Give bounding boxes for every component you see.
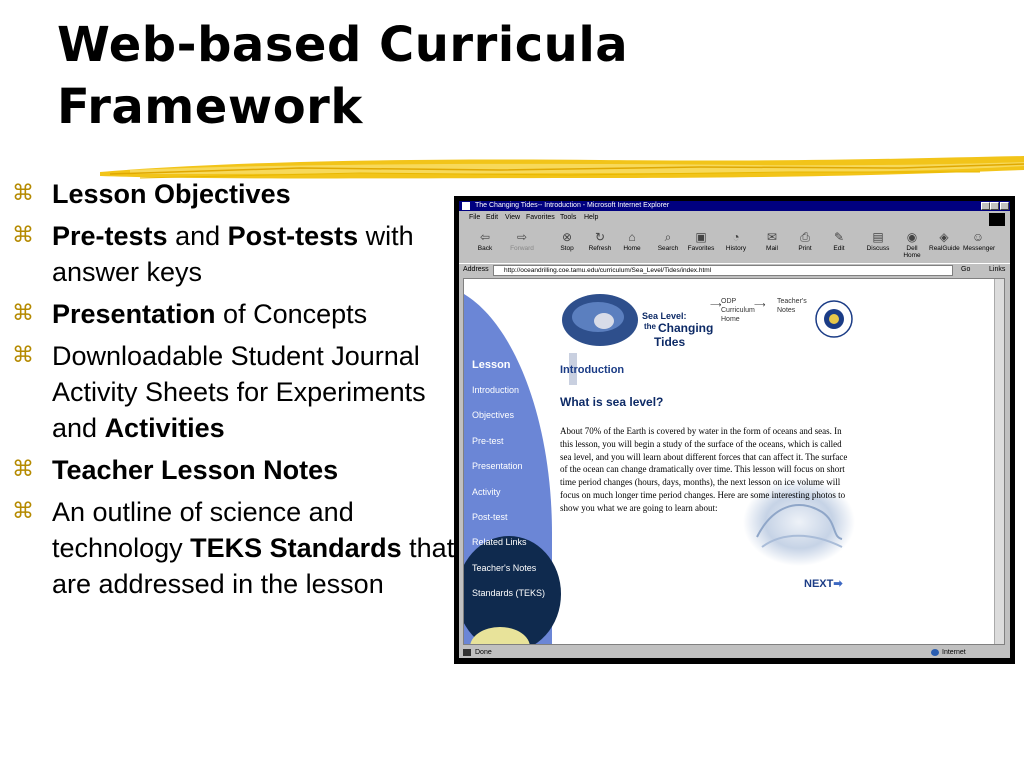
teachers-notes-link[interactable] [777, 297, 807, 315]
odp-link-line-2: Curriculum [721, 307, 755, 314]
mail-icon: ✉ [766, 230, 778, 244]
toolbar-label: Forward [510, 245, 534, 252]
menu-favorites[interactable]: Favorites [526, 214, 555, 221]
bullet-item [10, 176, 455, 212]
window-title: The Changing Tides-- Introduction - Microsoft Internet Explorer [475, 202, 670, 209]
status-bar [459, 647, 1010, 658]
toolbar-label: Print [798, 245, 812, 252]
minimize-icon[interactable] [981, 202, 990, 210]
home-button[interactable] [617, 229, 647, 252]
menu-bar [459, 212, 1010, 224]
logo-line-1: Sea Level: [642, 311, 687, 321]
command-icon: ⌘ [12, 499, 34, 524]
bullet-text [52, 494, 455, 602]
bullet-item [10, 338, 455, 446]
bullet-text-part: Lesson Objectives [52, 179, 291, 209]
history-button[interactable] [721, 229, 751, 252]
toolbar-label: RealGuide [929, 245, 960, 252]
nav-link-pre-test[interactable]: Pre-test [472, 435, 504, 446]
refresh-button[interactable] [585, 229, 615, 252]
menu-tools[interactable]: Tools [560, 214, 577, 221]
logo-line-3: Changing [658, 321, 714, 335]
next-label: NEXT [804, 578, 834, 590]
edit-button[interactable] [824, 229, 854, 252]
refresh-icon: ↻ [594, 230, 606, 244]
page-content [463, 278, 1005, 645]
favorites-button[interactable] [686, 229, 716, 252]
forward-button[interactable] [507, 229, 537, 252]
seal-logo-icon [814, 299, 854, 339]
realguide-button[interactable] [929, 229, 959, 252]
bullet-item [10, 452, 455, 488]
toolbar-label: Favorites [687, 245, 715, 252]
bullet-list [10, 176, 455, 608]
teachers-link-line-2: Notes [777, 307, 796, 314]
discuss-button[interactable] [863, 229, 893, 252]
bullet-item [10, 218, 455, 290]
ie-window-icon [462, 202, 470, 210]
browser-screenshot [454, 196, 1015, 664]
home-icon: ⌂ [628, 230, 636, 244]
command-icon: ⌘ [12, 223, 34, 248]
bullet-text-part: Pre-tests [52, 221, 168, 251]
toolbar [459, 225, 1010, 263]
section-heading: Introduction [560, 364, 625, 376]
bullet-text-part: of Concepts [215, 299, 368, 329]
links-button[interactable]: Links [989, 266, 1006, 273]
toolbar-label: Home [623, 245, 641, 252]
intro-paragraph: About 70% of the Earth is covered by water in the form of oceans and seas. In this lesson, you will begin a study of the surface of the oceans, which is called sea level, and you will learn about different forces that can affect it. The surface of the ocean can change dramatically over time. This lesson will focus on short time period changes (hours, days, months), the next lesson on ice volume will focus on much longer time period changes. Here are some interesting photos to show you what we are going to learn about: [560, 426, 848, 513]
edit-icon: ✎ [833, 230, 845, 244]
realguide-icon: ◈ [939, 230, 949, 244]
dell-home-button[interactable] [897, 229, 927, 259]
menu-edit[interactable]: Edit [486, 214, 499, 221]
next-arrow-icon: ➡ [833, 578, 843, 590]
command-icon: ⌘ [12, 343, 34, 368]
bullet-text [52, 338, 455, 446]
bullet-text-part: TEKS Standards [190, 533, 402, 563]
nav-link-objectives[interactable]: Objectives [472, 410, 515, 421]
bullet-text-part: Activities [104, 413, 225, 443]
address-bar [459, 263, 1010, 277]
close-icon[interactable] [1000, 202, 1009, 210]
discuss-icon: ▤ [872, 230, 884, 244]
arrow-icon-1: ⟶ [710, 300, 722, 309]
toolbar-label: Edit [833, 245, 845, 252]
messenger-icon: ☺ [971, 230, 985, 244]
command-icon: ⌘ [12, 181, 34, 206]
go-button[interactable]: Go [961, 266, 971, 273]
bullet-item [10, 296, 455, 332]
nav-link-activity[interactable]: Activity [472, 486, 501, 497]
arrow-icon-2: ⟶ [754, 300, 766, 309]
bullet-text [52, 452, 455, 488]
favorites-icon: ▣ [695, 230, 707, 244]
bullet-text [52, 176, 455, 212]
question-heading: What is sea level? [560, 395, 664, 409]
bullet-text-part: Presentation [52, 299, 216, 329]
toolbar-label: Messenger [963, 245, 996, 252]
search-button[interactable] [653, 229, 683, 252]
bullet-text-part: and [167, 221, 228, 251]
toolbar-label: Refresh [588, 245, 612, 252]
mail-button[interactable] [757, 229, 787, 252]
command-icon: ⌘ [12, 301, 34, 326]
print-button[interactable] [790, 229, 820, 252]
search-icon: ⌕ [664, 230, 672, 244]
internet-zone-icon [931, 649, 939, 656]
toolbar-label: Search [657, 245, 679, 252]
dell-home-icon: ◉ [906, 230, 918, 244]
page-status-icon [463, 649, 471, 656]
maximize-icon[interactable] [990, 202, 999, 210]
bullet-text [52, 296, 455, 332]
next-button[interactable] [804, 577, 843, 590]
toolbar-label: Dell Home [903, 245, 921, 259]
forward-arrow-icon: ⇨ [516, 230, 528, 244]
teachers-link-line-1: Teacher's [777, 298, 807, 305]
nav-link-presentation[interactable]: Presentation [472, 461, 523, 472]
nav-link-post-test[interactable]: Post-test [472, 512, 508, 522]
nav-link-teacher-s-notes[interactable]: Teacher's Notes [472, 562, 537, 573]
toolbar-label: Discuss [866, 245, 890, 252]
messenger-button[interactable] [963, 229, 996, 252]
bullet-text-part: Teacher Lesson Notes [52, 455, 339, 485]
bullet-text-part: with answer keys [52, 221, 414, 287]
back-button[interactable] [470, 229, 500, 252]
menu-file[interactable]: File [469, 214, 481, 221]
browser-window [459, 201, 1010, 658]
nav-heading-lesson: Lesson [472, 359, 511, 371]
nav-link-related-links[interactable]: Related Links [472, 537, 527, 548]
toolbar-label: History [725, 245, 747, 252]
odp-link-line-1: ODP [721, 298, 737, 305]
window-titlebar [459, 201, 1010, 211]
toolbar-label: Back [477, 245, 493, 252]
back-arrow-icon: ⇦ [479, 230, 491, 244]
slide-title [57, 14, 757, 138]
ocean-globe-icon [560, 291, 640, 349]
toolbar-label: Stop [560, 245, 574, 252]
title-line-1: Web-based Curricula [57, 17, 629, 73]
nav-link-standards-teks[interactable]: Standards (TEKS) [472, 588, 546, 599]
odp-home-link[interactable] [721, 297, 755, 324]
logo-line-2: the [644, 322, 656, 331]
menu-help[interactable]: Help [584, 214, 599, 221]
history-icon: ◔ [732, 230, 740, 244]
title-line-2: Framework [57, 79, 363, 135]
print-icon: ⎙ [800, 230, 810, 244]
bullet-text-part: that are addressed in the lesson [52, 533, 455, 599]
odp-link-line-3: Home [721, 316, 740, 323]
stop-button[interactable] [552, 229, 582, 252]
bullet-text-part: Downloadable Student Journal Activity Sheets for Experiments and [52, 341, 426, 443]
bullet-text-part: An outline of science and technology [52, 497, 354, 563]
bullet-text [52, 218, 455, 290]
command-icon: ⌘ [12, 457, 34, 482]
address-label: Address [463, 266, 489, 273]
vertical-scrollbar[interactable] [994, 279, 1004, 644]
status-text: Done [475, 649, 492, 656]
zone-text: Internet [942, 649, 966, 656]
bullet-item [10, 494, 455, 602]
menu-view[interactable]: View [505, 214, 521, 221]
toolbar-label: Mail [766, 245, 778, 252]
bullet-text-part: Post-tests [227, 221, 359, 251]
nav-link-introduction[interactable]: Introduction [472, 385, 520, 395]
stop-icon: ⊗ [561, 230, 573, 244]
logo-line-4: Tides [654, 335, 686, 349]
address-input[interactable]: http://oceandrilling.coe.tamu.edu/curriculum/Sea_Level/Tides/index.html [493, 265, 953, 276]
